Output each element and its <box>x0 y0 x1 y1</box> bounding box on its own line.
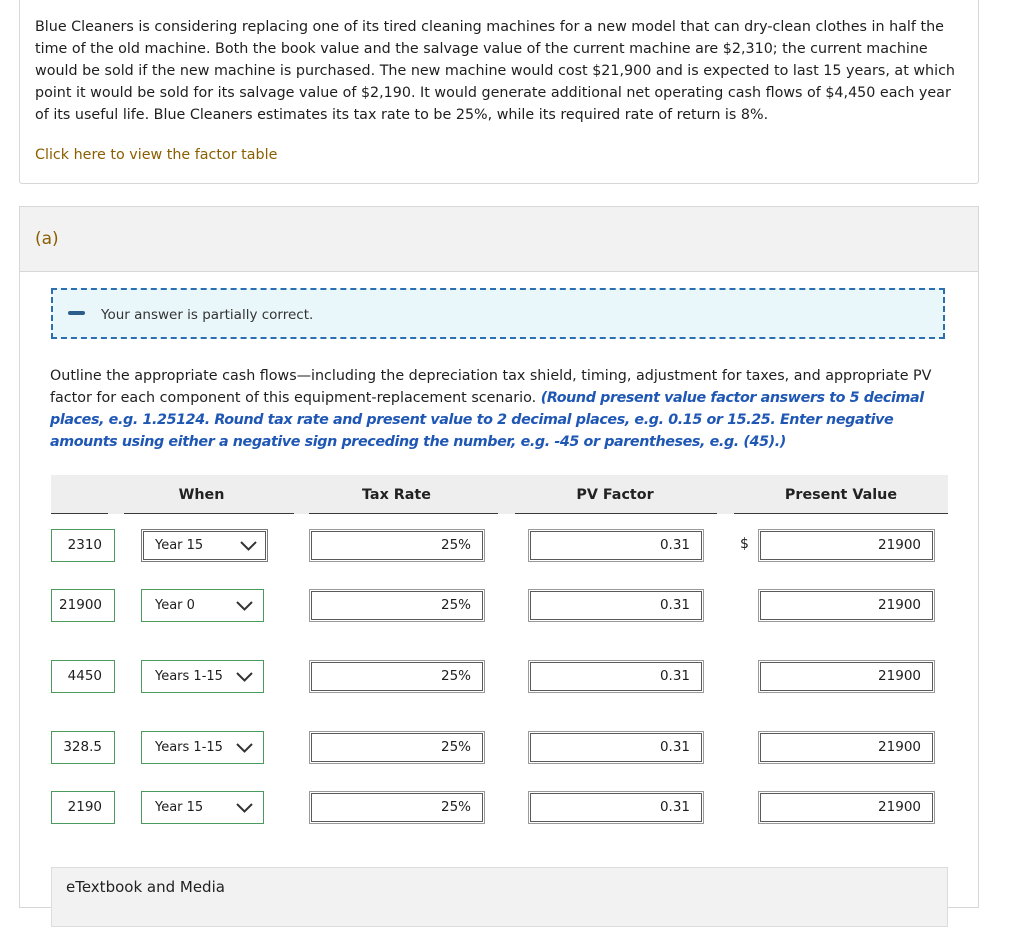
factor-table-link[interactable]: Click here to view the factor table <box>35 147 278 163</box>
chevron-down-icon <box>236 601 253 611</box>
feedback-box <box>51 288 945 339</box>
header-pv-factor: PV Factor <box>576 487 654 503</box>
amount-value: 2310 <box>67 537 102 553</box>
pv-factor-input[interactable]: 0.31 <box>528 731 704 764</box>
header-underline <box>124 513 294 514</box>
chevron-down-icon <box>236 803 253 813</box>
amount-input[interactable] <box>51 660 115 693</box>
present-value-input[interactable]: 21900 <box>758 731 935 764</box>
when-value: Year 15 <box>155 538 204 553</box>
header-underline <box>734 513 948 514</box>
when-select[interactable] <box>141 660 264 693</box>
amount-input[interactable] <box>51 791 115 824</box>
present-value-input[interactable]: 21900 <box>758 529 935 562</box>
tax-rate-input[interactable]: 25% <box>309 731 485 764</box>
header-present-value: Present Value <box>784 487 898 503</box>
problem-card <box>19 0 979 184</box>
when-select[interactable] <box>141 529 268 562</box>
etextbook-panel[interactable] <box>51 867 948 927</box>
feedback-text: Your answer is partially correct. <box>101 307 314 323</box>
part-a-card <box>19 206 979 908</box>
amount-value: 4450 <box>67 668 102 684</box>
chevron-down-icon <box>236 672 253 682</box>
pv-factor-input[interactable]: 0.31 <box>528 589 704 622</box>
partial-correct-icon <box>68 311 85 315</box>
pv-factor-input[interactable]: 0.31 <box>528 660 704 693</box>
when-value: Years 1-15 <box>155 740 223 755</box>
amount-input[interactable] <box>51 529 115 562</box>
instructions-text: Outline the appropriate cash flows—including the depreciation tax shield, timing, adjustment for taxes, and appropriate PV factor for each component of this equipment-replacement scenario. <box>50 368 932 406</box>
part-header <box>20 207 978 272</box>
chevron-down-icon <box>236 743 253 753</box>
amount-input[interactable] <box>51 731 115 764</box>
when-value: Year 15 <box>155 800 204 815</box>
when-select[interactable] <box>141 791 264 824</box>
present-value-input[interactable]: 21900 <box>758 660 935 693</box>
tax-rate-input[interactable]: 25% <box>309 589 485 622</box>
pv-factor-input[interactable]: 0.31 <box>528 791 704 824</box>
tax-rate-input[interactable]: 25% <box>309 660 485 693</box>
present-value-input[interactable]: 21900 <box>758 589 935 622</box>
when-value: Year 0 <box>155 598 195 613</box>
amount-value: 2190 <box>67 799 102 815</box>
amount-value: 328.5 <box>63 739 102 755</box>
header-when: When <box>178 487 225 503</box>
header-underline <box>515 513 717 514</box>
chevron-down-icon <box>240 541 257 551</box>
header-underline <box>51 513 108 514</box>
tax-rate-input[interactable]: 25% <box>309 529 485 562</box>
instructions-rounding-note: (Round present value factor answers to 5 decimal places, e.g. 1.25124. Round tax rate and present value to 2 decimal places, e.g. 0.15 or 15.25. Enter negative amounts using either a negative sign preceding the number, e.g. -45 or parentheses, e.g. (45).) <box>50 390 924 450</box>
when-select[interactable] <box>141 589 264 622</box>
when-select[interactable] <box>141 731 264 764</box>
pv-factor-input[interactable]: 0.31 <box>528 529 704 562</box>
currency-symbol: $ <box>740 536 749 552</box>
problem-statement: Blue Cleaners is considering replacing one of its tired cleaning machines for a new model that can dry-clean clothes in half the time of the old machine. Both the book value and the salvage value of the current machine are $2,310; the current machine would be sold if the new machine is purchased. The new machine would cost $21,900 and is expected to last 15 years, at which point it would be sold for its salvage value of $2,190. It would generate additional net operating cash flows of $4,450 each year of its useful life. Blue Cleaners estimates its tax rate to be 25%, while its required rate of return is 8%. <box>35 19 955 123</box>
when-value: Years 1-15 <box>155 669 223 684</box>
instructions <box>50 365 960 453</box>
tax-rate-input[interactable]: 25% <box>309 791 485 824</box>
part-label: (a) <box>35 229 59 249</box>
header-underline <box>309 513 498 514</box>
header-tax-rate: Tax Rate <box>362 487 431 503</box>
present-value-input[interactable]: 21900 <box>758 791 935 824</box>
amount-value: 21900 <box>59 597 102 613</box>
amount-input[interactable] <box>51 589 115 622</box>
etextbook-label: eTextbook and Media <box>66 878 225 896</box>
